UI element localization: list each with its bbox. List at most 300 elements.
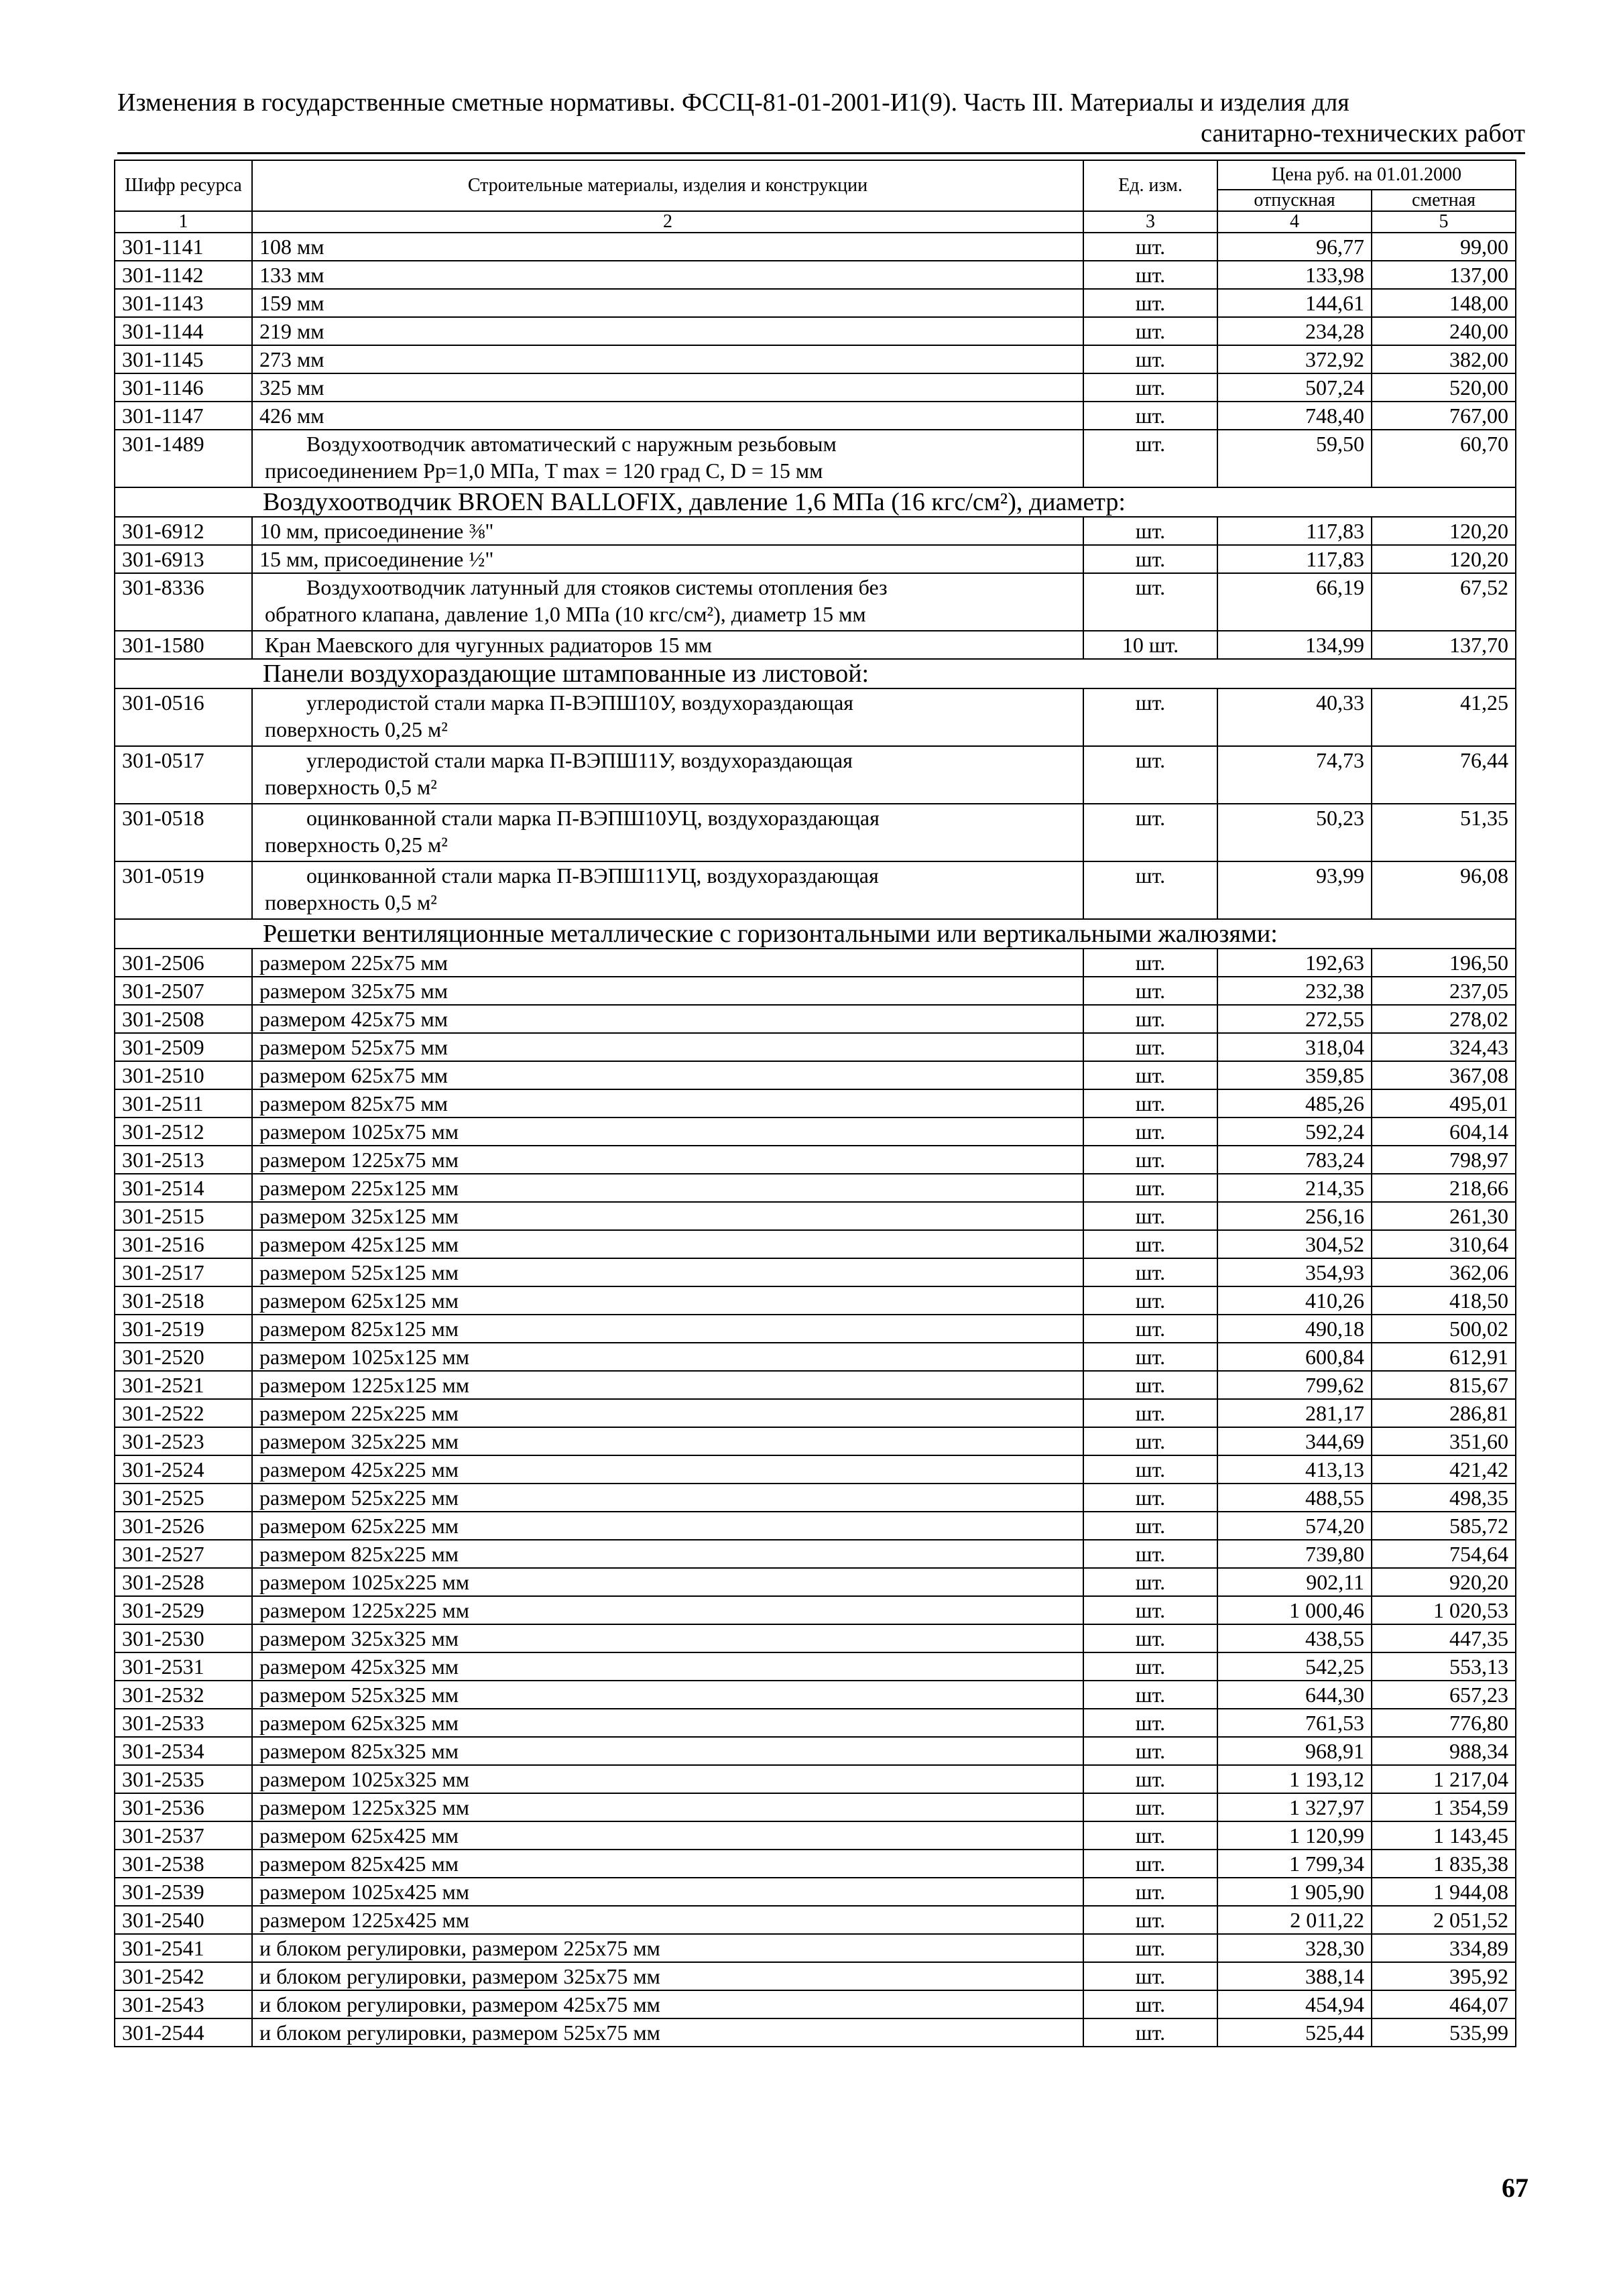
- retail-price: 644,30: [1217, 1681, 1372, 1709]
- unit-of-measure: шт.: [1083, 1371, 1217, 1399]
- section-heading: Решетки вентиляционные металлические с горизонтальными или вертикальными жалюзями:: [115, 919, 1516, 949]
- unit-of-measure: шт.: [1083, 517, 1217, 545]
- retail-price: 272,55: [1217, 1005, 1372, 1033]
- retail-price: 281,17: [1217, 1399, 1372, 1427]
- estimate-price: 1 835,38: [1372, 1850, 1516, 1878]
- unit-of-measure: шт.: [1083, 746, 1217, 804]
- resource-code: 301-0516: [115, 688, 252, 746]
- table-row: [115, 373, 1516, 402]
- item-name: размером 625x125 мм: [252, 1286, 1083, 1315]
- item-name: размером 625x425 мм: [252, 1821, 1083, 1850]
- item-name: размером 1225x125 мм: [252, 1371, 1083, 1399]
- estimate-price: 324,43: [1372, 1033, 1516, 1061]
- unit-of-measure: шт.: [1083, 1850, 1217, 1878]
- estimate-price: 367,08: [1372, 1061, 1516, 1089]
- estimate-price: 535,99: [1372, 2018, 1516, 2047]
- item-name: [252, 804, 1083, 861]
- table-row: [115, 688, 1516, 746]
- estimate-price: 137,70: [1372, 631, 1516, 659]
- retail-price: 66,19: [1217, 573, 1372, 631]
- item-name: размером 525x325 мм: [252, 1681, 1083, 1709]
- unit-of-measure: шт.: [1083, 1793, 1217, 1821]
- estimate-price: 418,50: [1372, 1286, 1516, 1315]
- retail-price: 50,23: [1217, 804, 1372, 861]
- table-row: [115, 1568, 1516, 1596]
- unit-of-measure: шт.: [1083, 1315, 1217, 1343]
- retail-price: 359,85: [1217, 1061, 1372, 1089]
- unit-of-measure: шт.: [1083, 1934, 1217, 1962]
- unit-of-measure: шт.: [1083, 804, 1217, 861]
- item-name: размером 525x225 мм: [252, 1484, 1083, 1512]
- unit-of-measure: шт.: [1083, 345, 1217, 373]
- retail-price: 761,53: [1217, 1709, 1372, 1737]
- retail-price: 413,13: [1217, 1455, 1372, 1484]
- retail-price: 902,11: [1217, 1568, 1372, 1596]
- table-row: [115, 430, 1516, 487]
- table-row: [115, 1146, 1516, 1174]
- unit-of-measure: 10 шт.: [1083, 631, 1217, 659]
- estimate-price: 76,44: [1372, 746, 1516, 804]
- item-name: 159 мм: [252, 289, 1083, 317]
- item-name: размером 825x125 мм: [252, 1315, 1083, 1343]
- resource-code: 301-2519: [115, 1315, 252, 1343]
- unit-of-measure: шт.: [1083, 1709, 1217, 1737]
- item-name: размером 625x225 мм: [252, 1512, 1083, 1540]
- estimate-price: 500,02: [1372, 1315, 1516, 1343]
- table-row: [115, 233, 1516, 261]
- table-row: [115, 1990, 1516, 2018]
- table-row: [115, 1005, 1516, 1033]
- unit-of-measure: шт.: [1083, 977, 1217, 1005]
- unit-of-measure: шт.: [1083, 1455, 1217, 1484]
- item-name: размером 1225x425 мм: [252, 1906, 1083, 1934]
- item-name-line2: поверхность 0,5 м²: [265, 890, 437, 914]
- resource-code: 301-2508: [115, 1005, 252, 1033]
- resource-code: 301-0519: [115, 861, 252, 919]
- resource-code: 301-2512: [115, 1117, 252, 1146]
- price-table: [114, 160, 1516, 2047]
- retail-price: 93,99: [1217, 861, 1372, 919]
- table-row: [115, 1934, 1516, 1962]
- page-number: 67: [1502, 2173, 1528, 2203]
- table-row: [115, 1427, 1516, 1455]
- resource-code: 301-2544: [115, 2018, 252, 2047]
- unit-of-measure: шт.: [1083, 1652, 1217, 1681]
- resource-code: 301-1142: [115, 261, 252, 289]
- unit-of-measure: шт.: [1083, 545, 1217, 573]
- resource-code: 301-2510: [115, 1061, 252, 1089]
- estimate-price: 351,60: [1372, 1427, 1516, 1455]
- estimate-price: 237,05: [1372, 977, 1516, 1005]
- resource-code: 301-1147: [115, 402, 252, 430]
- item-name: 133 мм: [252, 261, 1083, 289]
- retail-price: 410,26: [1217, 1286, 1372, 1315]
- retail-price: 1 905,90: [1217, 1878, 1372, 1906]
- resource-code: 301-2542: [115, 1962, 252, 1990]
- item-name-line1: оцинкованной стали марка П-ВЭПШ10УЦ, воздухораздающая: [306, 806, 880, 830]
- estimate-price: 67,52: [1372, 573, 1516, 631]
- item-name-line2: присоединением Рр=1,0 МПа, T max = 120 град С, D = 15 мм: [265, 459, 823, 483]
- unit-of-measure: шт.: [1083, 1878, 1217, 1906]
- col-number-3: 3: [1083, 211, 1217, 233]
- resource-code: 301-2534: [115, 1737, 252, 1765]
- header-rule: [117, 152, 1525, 154]
- estimate-price: 464,07: [1372, 1990, 1516, 2018]
- col-header-name: Строительные материалы, изделия и конструкции: [252, 160, 1083, 211]
- retail-price: 485,26: [1217, 1089, 1372, 1117]
- unit-of-measure: шт.: [1083, 430, 1217, 487]
- retail-price: 232,38: [1217, 977, 1372, 1005]
- estimate-price: 1 944,08: [1372, 1878, 1516, 1906]
- item-name: [252, 688, 1083, 746]
- item-name: 426 мм: [252, 402, 1083, 430]
- item-name-line2: поверхность 0,25 м²: [265, 717, 448, 741]
- retail-price: 304,52: [1217, 1230, 1372, 1258]
- estimate-price: 798,97: [1372, 1146, 1516, 1174]
- estimate-price: 1 354,59: [1372, 1793, 1516, 1821]
- resource-code: 301-2515: [115, 1202, 252, 1230]
- retail-price: 134,99: [1217, 631, 1372, 659]
- estimate-price: 612,91: [1372, 1343, 1516, 1371]
- unit-of-measure: шт.: [1083, 1174, 1217, 1202]
- estimate-price: 657,23: [1372, 1681, 1516, 1709]
- estimate-price: 120,20: [1372, 517, 1516, 545]
- item-name: и блоком регулировки, размером 325x75 мм: [252, 1962, 1083, 1990]
- unit-of-measure: шт.: [1083, 1258, 1217, 1286]
- item-name: размером 325x225 мм: [252, 1427, 1083, 1455]
- unit-of-measure: шт.: [1083, 1399, 1217, 1427]
- unit-of-measure: шт.: [1083, 1146, 1217, 1174]
- item-name: размером 825x425 мм: [252, 1850, 1083, 1878]
- retail-price: 1 000,46: [1217, 1596, 1372, 1624]
- estimate-price: 421,42: [1372, 1455, 1516, 1484]
- item-name-line2: обратного клапана, давление 1,0 МПа (10 кгс/см²), диаметр 15 мм: [265, 602, 866, 626]
- estimate-price: 776,80: [1372, 1709, 1516, 1737]
- resource-code: 301-1145: [115, 345, 252, 373]
- retail-price: 1 193,12: [1217, 1765, 1372, 1793]
- table-row: [115, 1540, 1516, 1568]
- section-heading: Воздухоотводчик BROEN BALLOFIX, давление 1,6 МПа (16 кгс/см²), диаметр:: [115, 487, 1516, 517]
- estimate-price: 767,00: [1372, 402, 1516, 430]
- item-name: размером 425x225 мм: [252, 1455, 1083, 1484]
- unit-of-measure: шт.: [1083, 1343, 1217, 1371]
- resource-code: 301-2522: [115, 1399, 252, 1427]
- unit-of-measure: шт.: [1083, 373, 1217, 402]
- item-name-line1: углеродистой стали марка П-ВЭПШ10У, воздухораздающая: [306, 690, 853, 715]
- item-name: размером 1025x225 мм: [252, 1568, 1083, 1596]
- col-number-5: 5: [1372, 211, 1516, 233]
- retail-price: 192,63: [1217, 949, 1372, 977]
- item-name: размером 225x125 мм: [252, 1174, 1083, 1202]
- table-row: [115, 261, 1516, 289]
- unit-of-measure: шт.: [1083, 1568, 1217, 1596]
- retail-price: 144,61: [1217, 289, 1372, 317]
- retail-price: 372,92: [1217, 345, 1372, 373]
- table-row: [115, 289, 1516, 317]
- item-name: размером 225x75 мм: [252, 949, 1083, 977]
- item-name: размером 1025x75 мм: [252, 1117, 1083, 1146]
- table-row: [115, 1596, 1516, 1624]
- table-body: [115, 233, 1516, 2047]
- table-row: [115, 573, 1516, 631]
- table-row: [115, 1878, 1516, 1906]
- estimate-price: 382,00: [1372, 345, 1516, 373]
- retail-price: 507,24: [1217, 373, 1372, 402]
- table-row: [115, 1230, 1516, 1258]
- resource-code: 301-2528: [115, 1568, 252, 1596]
- estimate-price: 240,00: [1372, 317, 1516, 345]
- retail-price: 574,20: [1217, 1512, 1372, 1540]
- table-row: [115, 1202, 1516, 1230]
- estimate-price: 196,50: [1372, 949, 1516, 977]
- estimate-price: 286,81: [1372, 1399, 1516, 1427]
- section-heading-row: [115, 659, 1516, 688]
- item-name-line1: Воздухоотводчик латунный для стояков системы отопления без: [306, 575, 888, 599]
- retail-price: 525,44: [1217, 2018, 1372, 2047]
- estimate-price: 585,72: [1372, 1512, 1516, 1540]
- table-header: [115, 160, 1516, 233]
- retail-price: 256,16: [1217, 1202, 1372, 1230]
- estimate-price: 362,06: [1372, 1258, 1516, 1286]
- item-name: [252, 573, 1083, 631]
- table-row: [115, 1089, 1516, 1117]
- estimate-price: 96,08: [1372, 861, 1516, 919]
- retail-price: 2 011,22: [1217, 1906, 1372, 1934]
- table-row: [115, 1765, 1516, 1793]
- unit-of-measure: шт.: [1083, 1033, 1217, 1061]
- retail-price: 488,55: [1217, 1484, 1372, 1512]
- unit-of-measure: шт.: [1083, 1906, 1217, 1934]
- unit-of-measure: шт.: [1083, 1089, 1217, 1117]
- resource-code: 301-2532: [115, 1681, 252, 1709]
- resource-code: 301-2513: [115, 1146, 252, 1174]
- resource-code: 301-2511: [115, 1089, 252, 1117]
- running-header-continued: санитарно-технических работ: [1201, 119, 1525, 147]
- resource-code: 301-1146: [115, 373, 252, 402]
- estimate-price: 1 020,53: [1372, 1596, 1516, 1624]
- col-header-unit: Ед. изм.: [1083, 160, 1217, 211]
- unit-of-measure: шт.: [1083, 1962, 1217, 1990]
- resource-code: 301-2529: [115, 1596, 252, 1624]
- col-header-retail: отпускная: [1217, 190, 1372, 211]
- retail-price: 117,83: [1217, 545, 1372, 573]
- table-row: [115, 1737, 1516, 1765]
- estimate-price: 1 217,04: [1372, 1765, 1516, 1793]
- item-name: и блоком регулировки, размером 225x75 мм: [252, 1934, 1083, 1962]
- resource-code: 301-2535: [115, 1765, 252, 1793]
- item-name: 325 мм: [252, 373, 1083, 402]
- resource-code: 301-0518: [115, 804, 252, 861]
- estimate-price: 1 143,45: [1372, 1821, 1516, 1850]
- resource-code: 301-2521: [115, 1371, 252, 1399]
- item-name-line2: поверхность 0,25 м²: [265, 833, 448, 857]
- item-name: [252, 430, 1083, 487]
- table-row: [115, 1343, 1516, 1371]
- estimate-price: 815,67: [1372, 1371, 1516, 1399]
- estimate-price: 498,35: [1372, 1484, 1516, 1512]
- col-header-estimate: сметная: [1372, 190, 1516, 211]
- table-row: [115, 1399, 1516, 1427]
- unit-of-measure: шт.: [1083, 1005, 1217, 1033]
- resource-code: 301-2525: [115, 1484, 252, 1512]
- item-name: размером 525x75 мм: [252, 1033, 1083, 1061]
- table-row: [115, 1709, 1516, 1737]
- item-name: размером 1025x125 мм: [252, 1343, 1083, 1371]
- resource-code: 301-2517: [115, 1258, 252, 1286]
- retail-price: 40,33: [1217, 688, 1372, 746]
- col-number-4: 4: [1217, 211, 1372, 233]
- unit-of-measure: шт.: [1083, 289, 1217, 317]
- item-name: Кран Маевского для чугунных радиаторов 15 мм: [252, 631, 1083, 659]
- item-name: размером 1025x325 мм: [252, 1765, 1083, 1793]
- retail-price: 542,25: [1217, 1652, 1372, 1681]
- unit-of-measure: шт.: [1083, 1484, 1217, 1512]
- table-row: [115, 631, 1516, 659]
- resource-code: 301-2536: [115, 1793, 252, 1821]
- retail-price: 799,62: [1217, 1371, 1372, 1399]
- estimate-price: 754,64: [1372, 1540, 1516, 1568]
- estimate-price: 60,70: [1372, 430, 1516, 487]
- unit-of-measure: шт.: [1083, 861, 1217, 919]
- item-name: размером 425x125 мм: [252, 1230, 1083, 1258]
- unit-of-measure: шт.: [1083, 1427, 1217, 1455]
- table-row: [115, 1117, 1516, 1146]
- table-row: [115, 949, 1516, 977]
- table-row: [115, 861, 1516, 919]
- table-row: [115, 1652, 1516, 1681]
- retail-price: 454,94: [1217, 1990, 1372, 2018]
- item-name: размером 1225x225 мм: [252, 1596, 1083, 1624]
- estimate-price: 41,25: [1372, 688, 1516, 746]
- unit-of-measure: шт.: [1083, 402, 1217, 430]
- unit-of-measure: шт.: [1083, 1061, 1217, 1089]
- item-name: размером 325x325 мм: [252, 1624, 1083, 1652]
- table-row: [115, 1821, 1516, 1850]
- resource-code: 301-2538: [115, 1850, 252, 1878]
- estimate-price: 261,30: [1372, 1202, 1516, 1230]
- retail-price: 592,24: [1217, 1117, 1372, 1146]
- item-name: 10 мм, присоединение ⅜": [252, 517, 1083, 545]
- item-name-line2: поверхность 0,5 м²: [265, 775, 437, 799]
- table-row: [115, 746, 1516, 804]
- table-row: [115, 345, 1516, 373]
- table-row: [115, 1484, 1516, 1512]
- table-row: [115, 804, 1516, 861]
- resource-code: 301-2541: [115, 1934, 252, 1962]
- col-header-code: Шифр ресурса: [115, 160, 252, 211]
- estimate-price: 278,02: [1372, 1005, 1516, 1033]
- table-row: [115, 1624, 1516, 1652]
- retail-price: 388,14: [1217, 1962, 1372, 1990]
- table-row: [115, 1512, 1516, 1540]
- unit-of-measure: шт.: [1083, 1765, 1217, 1793]
- col-header-price: Цена руб. на 01.01.2000: [1217, 160, 1516, 190]
- unit-of-measure: шт.: [1083, 1990, 1217, 2018]
- retail-price: 328,30: [1217, 1934, 1372, 1962]
- table-row: [115, 1962, 1516, 1990]
- retail-price: 1 327,97: [1217, 1793, 1372, 1821]
- retail-price: 968,91: [1217, 1737, 1372, 1765]
- unit-of-measure: шт.: [1083, 1596, 1217, 1624]
- item-name: размером 1225x325 мм: [252, 1793, 1083, 1821]
- table-row: [115, 1258, 1516, 1286]
- unit-of-measure: шт.: [1083, 1540, 1217, 1568]
- retail-price: 133,98: [1217, 261, 1372, 289]
- item-name: и блоком регулировки, размером 425x75 мм: [252, 1990, 1083, 2018]
- resource-code: 301-2540: [115, 1906, 252, 1934]
- resource-code: 301-2531: [115, 1652, 252, 1681]
- resource-code: 301-2520: [115, 1343, 252, 1371]
- resource-code: 301-0517: [115, 746, 252, 804]
- table-row: [115, 1033, 1516, 1061]
- section-heading-row: [115, 487, 1516, 517]
- item-name: 219 мм: [252, 317, 1083, 345]
- estimate-price: 218,66: [1372, 1174, 1516, 1202]
- unit-of-measure: шт.: [1083, 1202, 1217, 1230]
- table-row: [115, 1793, 1516, 1821]
- resource-code: 301-1489: [115, 430, 252, 487]
- retail-price: 600,84: [1217, 1343, 1372, 1371]
- unit-of-measure: шт.: [1083, 233, 1217, 261]
- item-name: размером 625x325 мм: [252, 1709, 1083, 1737]
- unit-of-measure: шт.: [1083, 2018, 1217, 2047]
- item-name: [252, 746, 1083, 804]
- retail-price: 318,04: [1217, 1033, 1372, 1061]
- unit-of-measure: шт.: [1083, 688, 1217, 746]
- item-name: размером 425x325 мм: [252, 1652, 1083, 1681]
- resource-code: 301-2543: [115, 1990, 252, 2018]
- table-row: [115, 517, 1516, 545]
- item-name-line1: оцинкованной стали марка П-ВЭПШ11УЦ, воздухораздающая: [306, 863, 879, 888]
- unit-of-measure: шт.: [1083, 573, 1217, 631]
- table-row: [115, 1315, 1516, 1343]
- estimate-price: 310,64: [1372, 1230, 1516, 1258]
- estimate-price: 520,00: [1372, 373, 1516, 402]
- unit-of-measure: шт.: [1083, 1821, 1217, 1850]
- item-name: размером 225x225 мм: [252, 1399, 1083, 1427]
- unit-of-measure: шт.: [1083, 261, 1217, 289]
- resource-code: 301-2516: [115, 1230, 252, 1258]
- retail-price: 490,18: [1217, 1315, 1372, 1343]
- table-row: [115, 1286, 1516, 1315]
- retail-price: 748,40: [1217, 402, 1372, 430]
- retail-price: 354,93: [1217, 1258, 1372, 1286]
- table-row: [115, 317, 1516, 345]
- section-heading-row: [115, 919, 1516, 949]
- retail-price: 117,83: [1217, 517, 1372, 545]
- table-row: [115, 1681, 1516, 1709]
- resource-code: 301-1143: [115, 289, 252, 317]
- estimate-price: 495,01: [1372, 1089, 1516, 1117]
- resource-code: 301-2506: [115, 949, 252, 977]
- item-name: [252, 861, 1083, 919]
- item-name: размером 525x125 мм: [252, 1258, 1083, 1286]
- retail-price: 59,50: [1217, 430, 1372, 487]
- resource-code: 301-6913: [115, 545, 252, 573]
- table-row: [115, 2018, 1516, 2047]
- retail-price: 344,69: [1217, 1427, 1372, 1455]
- resource-code: 301-2530: [115, 1624, 252, 1652]
- retail-price: 739,80: [1217, 1540, 1372, 1568]
- estimate-price: 334,89: [1372, 1934, 1516, 1962]
- estimate-price: 120,20: [1372, 545, 1516, 573]
- retail-price: 96,77: [1217, 233, 1372, 261]
- item-name: размером 825x75 мм: [252, 1089, 1083, 1117]
- estimate-price: 2 051,52: [1372, 1906, 1516, 1934]
- table-row: [115, 545, 1516, 573]
- retail-price: 438,55: [1217, 1624, 1372, 1652]
- table-row: [115, 402, 1516, 430]
